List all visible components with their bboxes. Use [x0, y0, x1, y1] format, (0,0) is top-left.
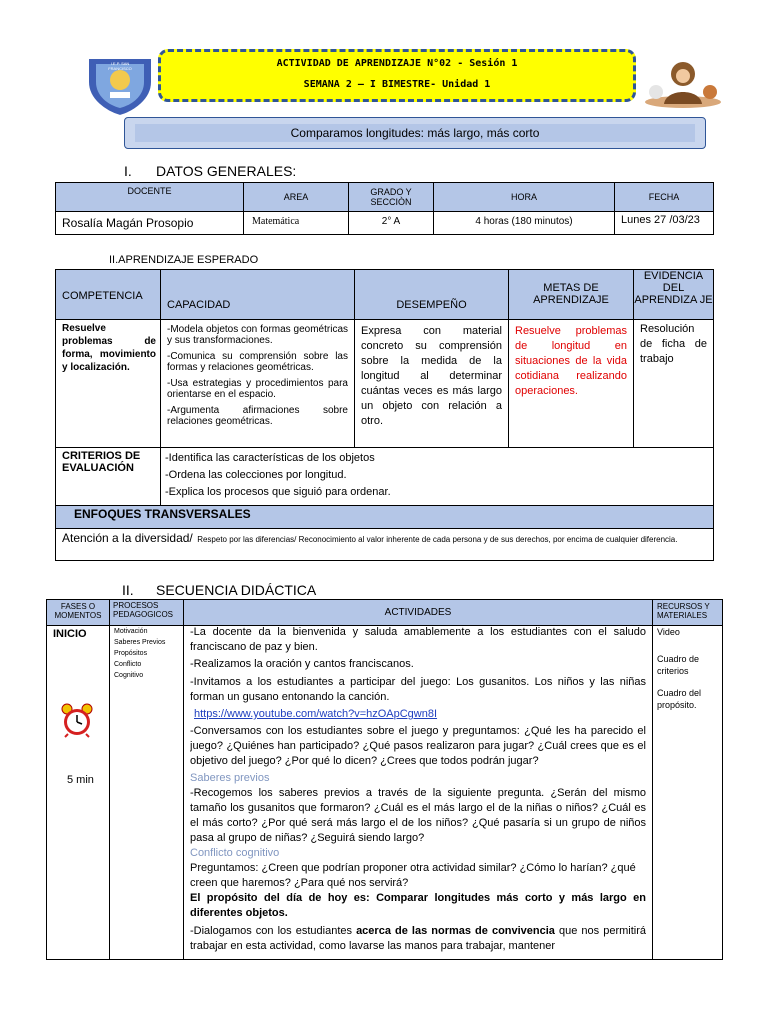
criterio-item: -Identifica las características de los objetos: [165, 452, 375, 464]
activity-item: -Realizamos la oración y cantos franciscanos.: [190, 658, 414, 670]
school-crest: [82, 52, 158, 118]
area-value: Matemática: [244, 212, 349, 235]
criterios-cell: [161, 448, 714, 506]
desempeno-value: Expresa con material concreto su comprensión sobre la medida de la longitud al determinar cuántas veces es más largo un objeto con relación a otro.: [355, 320, 509, 448]
capacidad-item: -Argumenta afirmaciones sobre relaciones geométricas.: [167, 405, 348, 427]
criterio-item: -Explica los procesos que siguió para ordenar.: [165, 486, 391, 498]
sequence-table: [46, 599, 723, 960]
youtube-link[interactable]: https://www.youtube.com/watch?v=hzOApCgwn8I: [194, 708, 438, 720]
capacidad-item: -Comunica su comprensión sobre las formas y relaciones geométricas.: [167, 351, 348, 373]
docente-value: Rosalía Magán Prosopio: [56, 212, 244, 235]
banner-line-1: ACTIVIDAD DE APRENDIZAJE N°02 - Sesión 1: [276, 58, 518, 69]
saberes-label: Saberes previos: [190, 772, 270, 784]
fase-cell: [47, 626, 110, 960]
capacidad-item: -Usa estrategias y procedimientos para orientarse en el espacio.: [167, 378, 348, 400]
learning-table: [55, 269, 714, 561]
col-recursos: RECURSOS Y MATERIALES: [653, 600, 723, 626]
enfoque-description: Respeto por las diferencias/ Reconocimiento al valor inherente de cada persona y de sus derechos, por encima de cualquier diferencia.: [197, 535, 678, 544]
activity-item: -La docente da la bienvenida y saluda amablemente a los estudiantes con el saludo franciscano de paz y bien.: [190, 626, 646, 653]
activity-text: que nos permitirá trabajar en esta actividad, como lavarse las manos para trabajar, mantener: [190, 925, 646, 952]
activities-cell: [184, 626, 653, 960]
col-fases: FASES O MOMENTOS: [47, 600, 110, 626]
saint-francis-illustration: [642, 56, 724, 108]
col-actividades: ACTIVIDADES: [184, 600, 653, 626]
proceso-item: Cognitivo: [114, 672, 144, 679]
enfoques-label: ENFOQUES TRANSVERSALES: [56, 506, 714, 529]
col-capacidad: CAPACIDAD: [161, 270, 355, 320]
col-fecha: FECHA: [615, 183, 714, 212]
criterio-item: -Ordena las colecciones por longitud.: [165, 469, 347, 481]
duration-label: 5 min: [67, 774, 94, 786]
evidencia-value: Resolución de ficha de trabajo: [634, 320, 714, 448]
col-competencia: COMPETENCIA: [56, 270, 161, 320]
proceso-item: Saberes Previos: [114, 639, 166, 646]
col-area: AREA: [244, 183, 349, 212]
activity-item: Preguntamos: ¿Creen que podrían proponer otra actividad similar? ¿Cómo lo harían? ¿qué creen que haremos? ¿Para qué nos servirá?: [190, 862, 636, 889]
enfoque-cell: [56, 529, 714, 561]
recurso-item: Cuadro de criterios: [657, 654, 700, 676]
capacidades-cell: [161, 320, 355, 448]
proceso-item: Conflicto: [114, 661, 142, 668]
col-evidencia: EVIDENCIA DEL APRENDIZA JE: [634, 270, 714, 320]
general-data-table: [55, 182, 714, 235]
crest-text: I.E.P. SAN FRANCISCO: [108, 61, 132, 71]
proceso-item: Motivación: [114, 628, 148, 635]
banner-line-2: SEMANA 2 – I BIMESTRE- Unidad 1: [303, 79, 491, 90]
col-procesos: PROCESOS PEDAGOGICOS: [110, 600, 184, 626]
fecha-value: Lunes 27 /03/23: [615, 212, 714, 235]
session-title: Comparamos longitudes: más largo, más corto: [290, 126, 540, 140]
activity-item: -Recogemos los saberes previos a través de la siguiente pregunta. ¿Serán del mismo tamaño los gusanitos que formaron? ¿Cuál es el más largo el de la niñas o niños? ¿Cuál es el más corto? ¿Por qué será más largo el de los niños? ¿Qué pasaría si un grupo de niños pasa al grupo de niñas? ¿Seguirá siendo largo?: [190, 787, 646, 844]
col-hora: HORA: [434, 183, 615, 212]
title-bar: [124, 117, 706, 149]
grado-value: 2° A: [349, 212, 434, 235]
recursos-cell: [653, 626, 723, 960]
activity-text: -Dialogamos con los estudiantes: [190, 925, 357, 937]
enfoque-title: Atención a la diversidad/: [62, 531, 193, 545]
section-1-title: DATOS GENERALES:: [156, 163, 297, 179]
alarm-clock-icon: [59, 702, 95, 738]
section-1-number: I.: [124, 163, 132, 179]
section-2-heading: II.APRENDIZAJE ESPERADO: [109, 254, 259, 266]
criterios-label: CRITERIOS DE EVALUACIÓN: [56, 448, 161, 506]
conflicto-label: Conflicto cognitivo: [190, 847, 280, 859]
recurso-item: Cuadro del propósito.: [657, 688, 702, 710]
activity-bold-text: acerca de las normas de convivencia: [356, 925, 555, 937]
purpose-statement: El propósito del día de hoy es: Comparar longitudes más corto y más largo en diferentes objetos.: [190, 892, 646, 919]
activity-banner: [158, 49, 636, 102]
procesos-cell: [110, 626, 184, 960]
fase-label: INICIO: [53, 628, 87, 640]
section-3-heading: [122, 582, 316, 598]
col-grado: GRADO Y SECCIÒN: [349, 183, 434, 212]
col-desempeno: DESEMPEÑO: [355, 270, 509, 320]
section-1-heading: [124, 163, 296, 179]
col-docente: DOCENTE: [56, 183, 244, 212]
competencia-value: Resuelve problemas de forma, movimiento y localización.: [56, 320, 161, 448]
activity-item: -Invitamos a los estudiantes a participar del juego: Los gusanitos. Los niños y las niñas forman un gusano entonando la canción.: [190, 676, 646, 703]
activity-item: -Conversamos con los estudiantes sobre el juego y preguntamos: ¿Qué les ha parecido el juego? ¿Quiénes han participado? ¿Qué pasos realizaron para jugar? ¿Cuál crees que es el objetivo del juego? ¿Por qué lo dicen? ¿Crees que todos podrán jugar?: [190, 725, 646, 767]
col-metas: METAS DE APRENDIZAJE: [509, 270, 634, 320]
activity-item: [190, 924, 646, 954]
section-3-number: II.: [122, 582, 134, 598]
proceso-item: Propósitos: [114, 650, 148, 657]
recurso-item: Video: [657, 627, 680, 637]
capacidad-item: -Modela objetos con formas geométricas y sus transformaciones.: [167, 324, 348, 346]
hora-value: 4 horas (180 minutos): [434, 212, 615, 235]
metas-value: Resuelve problemas de longitud en situaciones de la vida cotidiana realizando operaciones.: [509, 320, 634, 448]
section-3-title: SECUENCIA DIDÁCTICA: [156, 582, 317, 598]
